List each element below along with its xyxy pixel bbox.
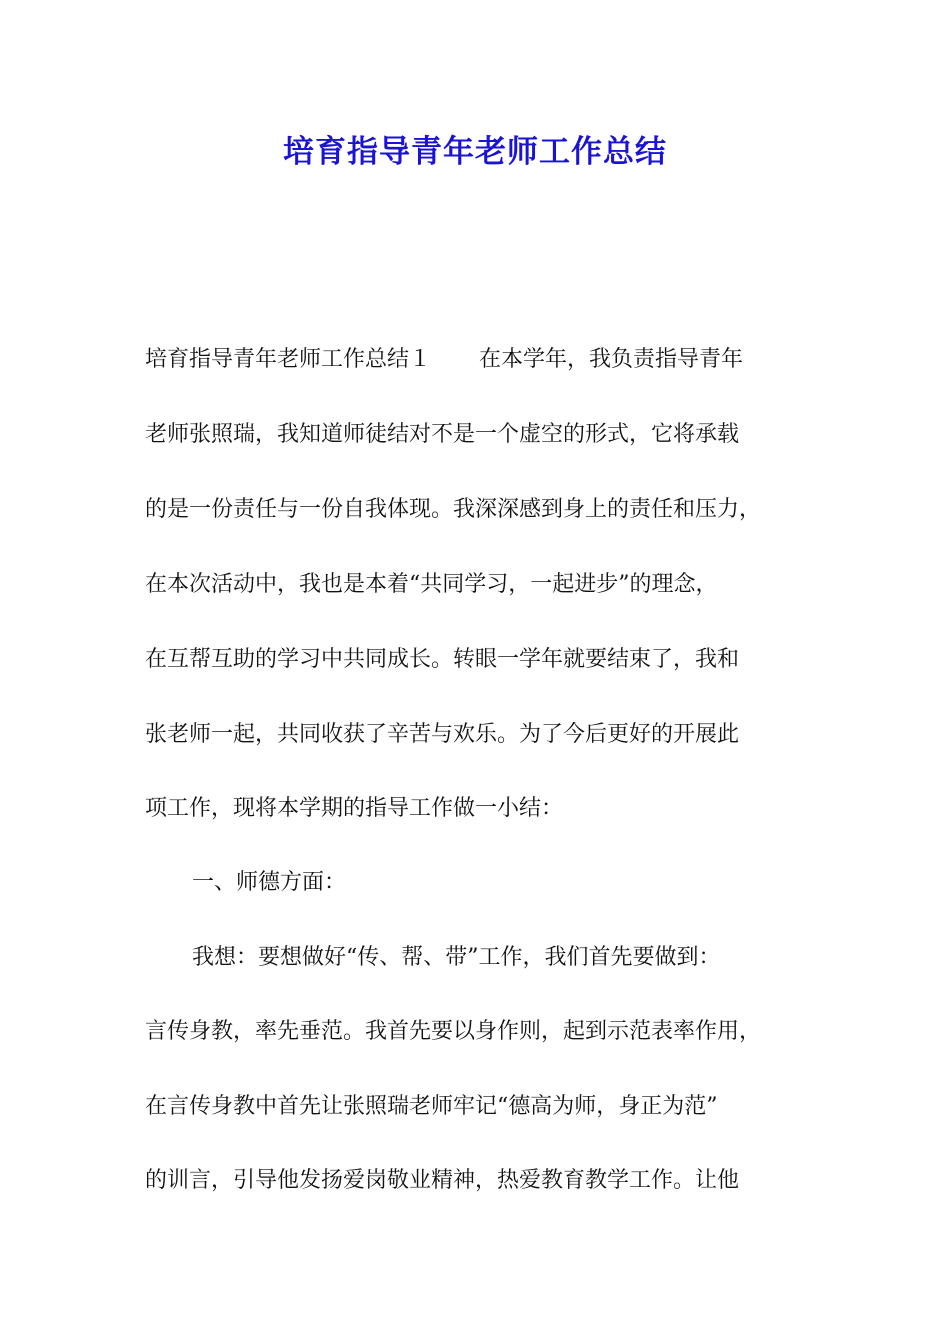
paragraph-line-6: 张老师一起，共同收获了辛苦与欢乐。为了今后更好的开展此 [145,722,740,747]
section-heading: 培育指导青年老师工作总结１ [145,347,432,372]
section-heading-ethics: 一、师德方面： [192,870,347,895]
paragraph-line-2: 老师张照瑞，我知道师徒结对不是一个虚空的形式，它将承载 [145,422,740,447]
paragraph-line-7: 项工作，现将本学期的指导工作做一小结： [145,796,564,821]
paragraph-line-5: 在互帮互助的学习中共同成长。转眼一学年就要结束了，我和 [145,647,740,672]
paragraph-line-3: 的是一份责任与一份自我体现。我深深感到身上的责任和压力， [145,497,762,522]
paragraph-line-10: 言传身教，率先垂范。我首先要以身作则，起到示范表率作用， [145,1019,762,1044]
paragraph-text: 在本学年，我负责指导青年 [479,347,744,372]
paragraph-line-9: 我想：要想做好“传、帮、带”工作，我们首先要做到： [192,945,721,970]
paragraph-line-11: 在言传身教中首先让张照瑞老师牢记“德高为师，身正为范” [145,1094,718,1119]
paragraph-line-1 [145,344,845,376]
document-title: 培育指导青年老师工作总结 [283,134,667,170]
paragraph-line-4: 在本次活动中，我也是本着“共同学习，一起进步”的理念， [145,572,718,597]
paragraph-line-12: 的训言，引导他发扬爱岗敬业精神，热爱教育教学工作。让他 [145,1168,740,1193]
